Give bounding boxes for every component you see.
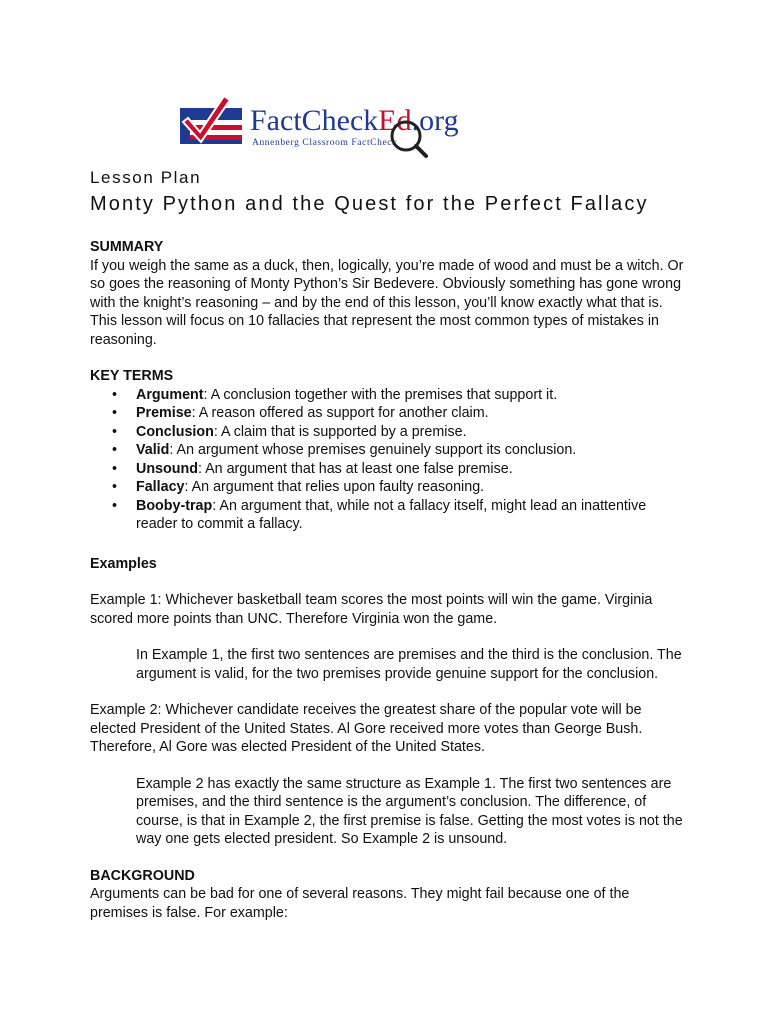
svg-text:FactCheckEd.org: FactCheckEd.org — [250, 104, 459, 137]
list-item: • Booby-trap: An argument that, while not a fallacy itself, might lead an inattentive reader to commit a fallacy. — [90, 497, 690, 534]
summary-text: If you weigh the same as a duck, then, logically, you’re made of wood and must be a witch. Or so goes the reasoning of Monty Python’s Sir Bedevere. Obviously something has gone wrong with the knight’s reasoning – and by the end of this lesson, you’ll know exactly what that is. This lesson will focus on 10 fallacies that represent the most common types of mistakes in reasoning. — [90, 257, 684, 348]
svg-text:Annenberg Classroom FactCheck: Annenberg Classroom FactCheck — [252, 138, 398, 148]
key-terms-heading: KEY TERMS — [90, 368, 174, 384]
list-item: • Fallacy: An argument that relies upon faulty reasoning. — [90, 478, 690, 497]
flag-check-icon — [180, 92, 510, 160]
summary-heading: SUMMARY — [90, 239, 164, 255]
page-title: Monty Python and the Quest for the Perfect Fallacy — [90, 193, 649, 215]
list-item: • Unsound: An argument that has at least one false premise. — [90, 460, 690, 479]
examples-heading: Examples — [90, 555, 157, 572]
list-item: • Conclusion: A claim that is supported by a premise. — [90, 423, 690, 442]
list-item: • Valid: An argument whose premises genuinely support its conclusion. — [90, 441, 690, 460]
key-terms-list — [90, 386, 690, 534]
example-1: Example 1: Whichever basketball team scores the most points will win the game. Virginia scored more points than UNC. Therefore Virginia won the game. — [90, 592, 653, 627]
factcheck-ed-logo — [180, 92, 510, 160]
lesson-content — [90, 238, 690, 922]
example-2-note: Example 2 has exactly the same structure as Example 1. The first two sentences are premises, and the third sentence is the argument’s conclusion. The difference, of course, is that in Example 2, the first premise is false. Getting the most votes is not the way one gets elected president. So Example 2 is unsound. — [136, 775, 683, 847]
background-heading: BACKGROUND — [90, 867, 195, 884]
lesson-plan-label: Lesson Plan — [90, 168, 202, 187]
example-1-note: In Example 1, the first two sentences are premises and the third is the conclusion. The argument is valid, for the two premises provide genuine support for the conclusion. — [136, 647, 682, 682]
example-2: Example 2: Whichever candidate receives the greatest share of the popular vote will be elected President of the United States. Al Gore received more votes than George Bush. Therefore, Al Gore was elected President of the United States. — [90, 702, 643, 755]
list-item: • Premise: A reason offered as support for another claim. — [90, 404, 690, 423]
list-item: • Argument: A conclusion together with the premises that support it. — [90, 386, 690, 405]
background-text: Arguments can be bad for one of several reasons. They might fail because one of the premises is false. For example: — [90, 886, 630, 921]
